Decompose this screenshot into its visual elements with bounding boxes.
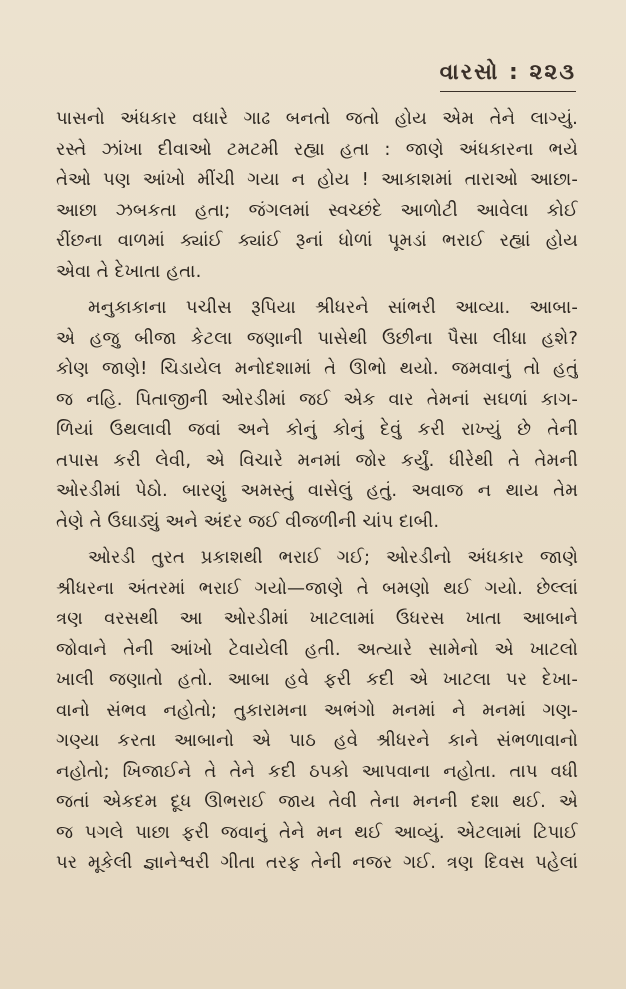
text-line: ગણ્યા કરતા આબાનો એ પાઠ હવે શ્રીધરને કાને સંભળાવાનો	[56, 730, 578, 751]
running-head: વારસો : ૨૨૩	[440, 60, 576, 92]
text-line: ઓરડીમાં પેઠો. બારણું અમસ્તું વાસેલું હતું. અવાજ ન થાય તેમ	[56, 480, 578, 501]
text-line: મનુકાકાના પચીસ રૂપિયા શ્રીધરને સાંભરી આવ્યા. આબા-	[88, 297, 578, 318]
paragraph-2	[56, 293, 578, 537]
text-line: પર મૂકેલી જ્ઞાનેશ્વરી ગીતા તરફ તેની નજર ગઈ. ત્રણ દિવસ પહેલાં	[56, 852, 578, 873]
text-line: તપાસ કરી લેવી, એ વિચારે મનમાં જોર કર્યું. ધીરેથી તે તેમની	[56, 449, 578, 471]
text-line: જતાં એકદમ દૂધ ઊભરાઈ જાય તેવી તેના મનની દશા થઈ. એ	[56, 791, 578, 812]
text-line: તેઓ પણ આંખો મીંચી ગયા ન હોય ! આકાશમાં તારાઓ આછા-	[56, 169, 578, 190]
text-line: તેણે તે ઉઘાડ્યું અને અંદર જઈ વીજળીની ચાંપ દાબી.	[56, 510, 440, 532]
text-line: જ પગલે પાછા ફરી જવાનું તેને મન થઈ આવ્યું. એટલામાં ટિપાઈ	[56, 821, 578, 843]
text-line: ળિયાં ઉથલાવી જવાં અને કોનું કોનું દેવું કરી રાખ્યું છે તેની	[56, 419, 578, 440]
paragraph-1	[56, 104, 578, 287]
body-text	[56, 104, 578, 879]
text-line: કોણ જાણે! ચિડાયેલ મનોદશામાં તે ઊભો થયો. જમવાનું તો હતું	[56, 358, 578, 379]
text-line: રસ્તે ઝાંખા દીવાઓ ટમટમી રહ્યા હતા : જાણે અંધકારના ભયે	[56, 138, 578, 160]
text-line: ત્રણ વરસથી આ ઓરડીમાં ખાટલામાં ઉધરસ ખાતા આબાને	[56, 608, 578, 629]
paragraph-3	[56, 543, 578, 879]
text-line: એવા તે દેખાતા હતા.	[56, 260, 202, 282]
text-line: ખાલી જણાતો હતો. આબા હવે ફરી કદી એ ખાટલા પર દેખા-	[56, 669, 578, 690]
text-line: પાસનો અંધકાર વધારે ગાઢ બનતો જતો હોય એમ તેને લાગ્યું.	[56, 108, 578, 129]
text-line: રીંછના વાળમાં ક્યાંઈ ક્યાંઈ રૂનાં ધોળાં પૂમડાં ભરાઈ રહ્યાં હોય	[56, 230, 578, 251]
text-line: નહોતો; ખિજાઈને તે તેને કદી ઠપકો આપવાના નહોતા. તાપ વધી	[56, 760, 578, 782]
text-line: ઓરડી તુરત પ્રકાશથી ભરાઈ ગઈ; ઓરડીનો અંધકાર જાણે	[88, 547, 578, 568]
text-line: એ હજુ બીજા કેટલા જણાની પાસેથી ઉછીના પૈસા લીધા હશે?	[56, 327, 578, 349]
text-line: જ નહિ. પિતાજીની ઓરડીમાં જઈ એક વાર તેમનાં સઘળાં કાગ-	[56, 388, 578, 410]
text-line: વાનો સંભવ નહોતો; તુકારામના અભંગો મનમાં ને મનમાં ગણ-	[56, 699, 578, 721]
text-line: જોવાને તેની આંખો ટેવાયેલી હતી. અત્યારે સામેનો એ ખાટલો	[56, 638, 578, 660]
text-line: શ્રીધરના અંતરમાં ભરાઈ ગયો—જાણે તે બમણો થઈ ગયો. છેલ્લાં	[56, 577, 578, 599]
text-line: આછા ઝબકતા હતા; જંગલમાં સ્વચ્છંદે આળોટી આવેલા કોઈ	[56, 199, 578, 221]
page-header	[440, 60, 576, 92]
